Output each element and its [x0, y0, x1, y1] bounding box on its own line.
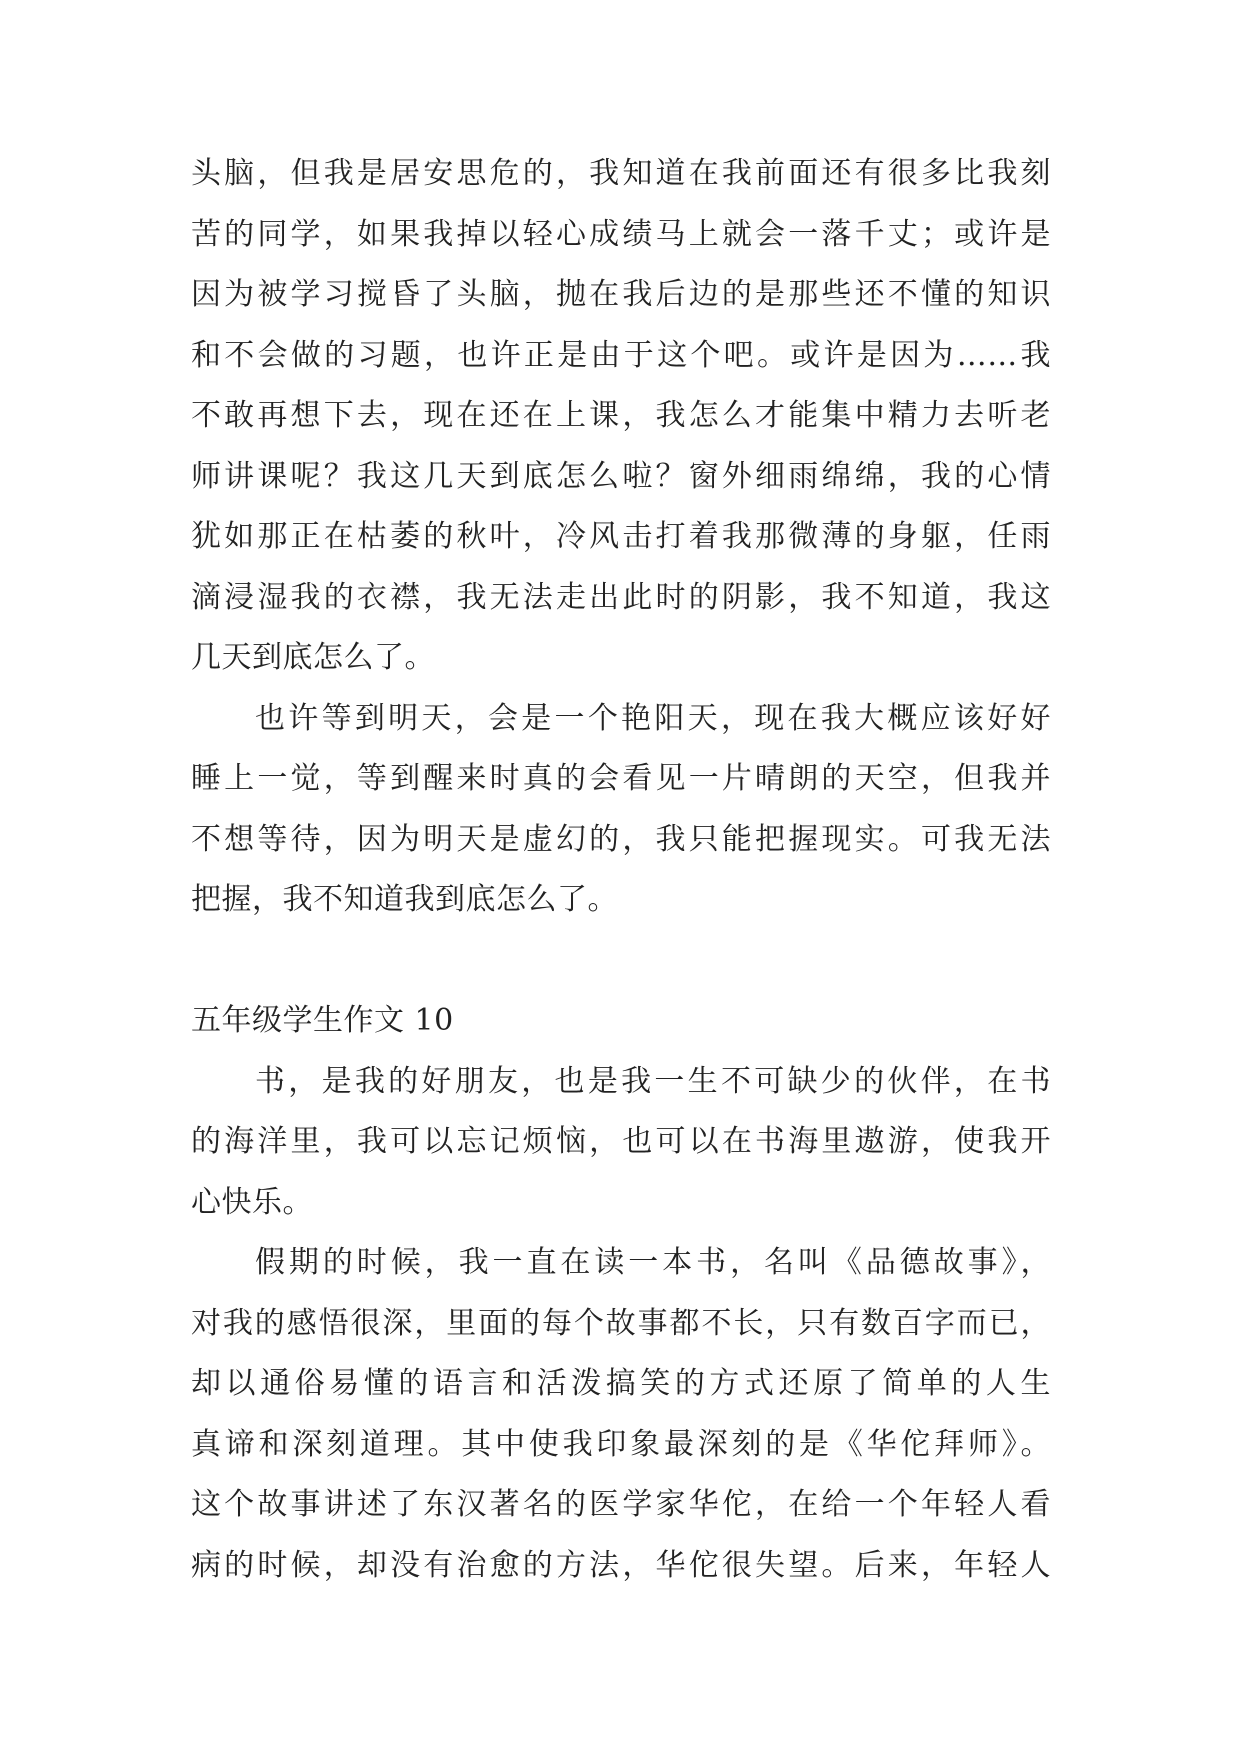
text-line: 几天到底怎么了。 [191, 640, 435, 675]
text-line: 头脑，但我是居安思危的，我知道在我前面还有很多比我刻 [191, 156, 1051, 191]
document-page [191, 144, 1051, 1596]
text-line: 真谛和深刻道理。其中使我印象最深刻的是《华佗拜师》。 [191, 1426, 1051, 1462]
text-line: 书，是我的好朋友，也是我一生不可缺少的伙伴，在书 [255, 1063, 1051, 1099]
text-line: 苦的同学，如果我掉以轻心成绩马上就会一落千丈；或许是 [191, 216, 1051, 252]
text-line: 病的时候，却没有治愈的方法，华佗很失望。后来，年轻人 [191, 1547, 1051, 1583]
text-line: 这个故事讲述了东汉著名的医学家华佗，在给一个年轻人看 [191, 1487, 1051, 1522]
paragraph-1 [191, 144, 1051, 689]
text-line: 也许等到明天，会是一个艳阳天，现在我大概应该好好 [255, 700, 1051, 736]
text-line: 师讲课呢？我这几天到底怎么啦？窗外细雨绵绵，我的心情 [191, 458, 1051, 494]
text-line: 心快乐。 [191, 1184, 313, 1220]
paragraph-3 [191, 1052, 1051, 1234]
section-heading: 五年级学生作文 10 [191, 1003, 454, 1038]
text-line: 的海洋里，我可以忘记烦恼，也可以在书海里遨游，使我开 [191, 1124, 1051, 1159]
paragraph-2 [191, 689, 1051, 931]
text-line: 不敢再想下去，现在还在上课，我怎么才能集中精力去听老 [191, 398, 1051, 433]
text-line: 把握，我不知道我到底怎么了。 [191, 882, 618, 917]
text-line: 和不会做的习题，也许正是由于这个吧。或许是因为……我 [191, 337, 1051, 373]
text-line: 睡上一觉，等到醒来时真的会看见一片晴朗的天空，但我并 [191, 761, 1051, 796]
text-line: 不想等待，因为明天是虚幻的，我只能把握现实。可我无法 [191, 821, 1051, 857]
text-line: 对我的感悟很深，里面的每个故事都不长，只有数百字而已， [191, 1305, 1051, 1341]
text-line: 假期的时候，我一直在读一本书，名叫《品德故事》， [255, 1245, 1051, 1280]
text-line: 滴浸湿我的衣襟，我无法走出此时的阴影，我不知道，我这 [191, 579, 1051, 615]
text-line: 因为被学习搅昏了头脑，抛在我后边的是那些还不懂的知识 [191, 277, 1051, 312]
text-line: 犹如那正在枯萎的秋叶，冷风击打着我那微薄的身躯，任雨 [191, 519, 1051, 554]
blank-line [191, 931, 1051, 992]
text-line: 却以通俗易懂的语言和活泼搞笑的方式还原了简单的人生 [191, 1366, 1051, 1401]
paragraph-4 [191, 1233, 1051, 1596]
